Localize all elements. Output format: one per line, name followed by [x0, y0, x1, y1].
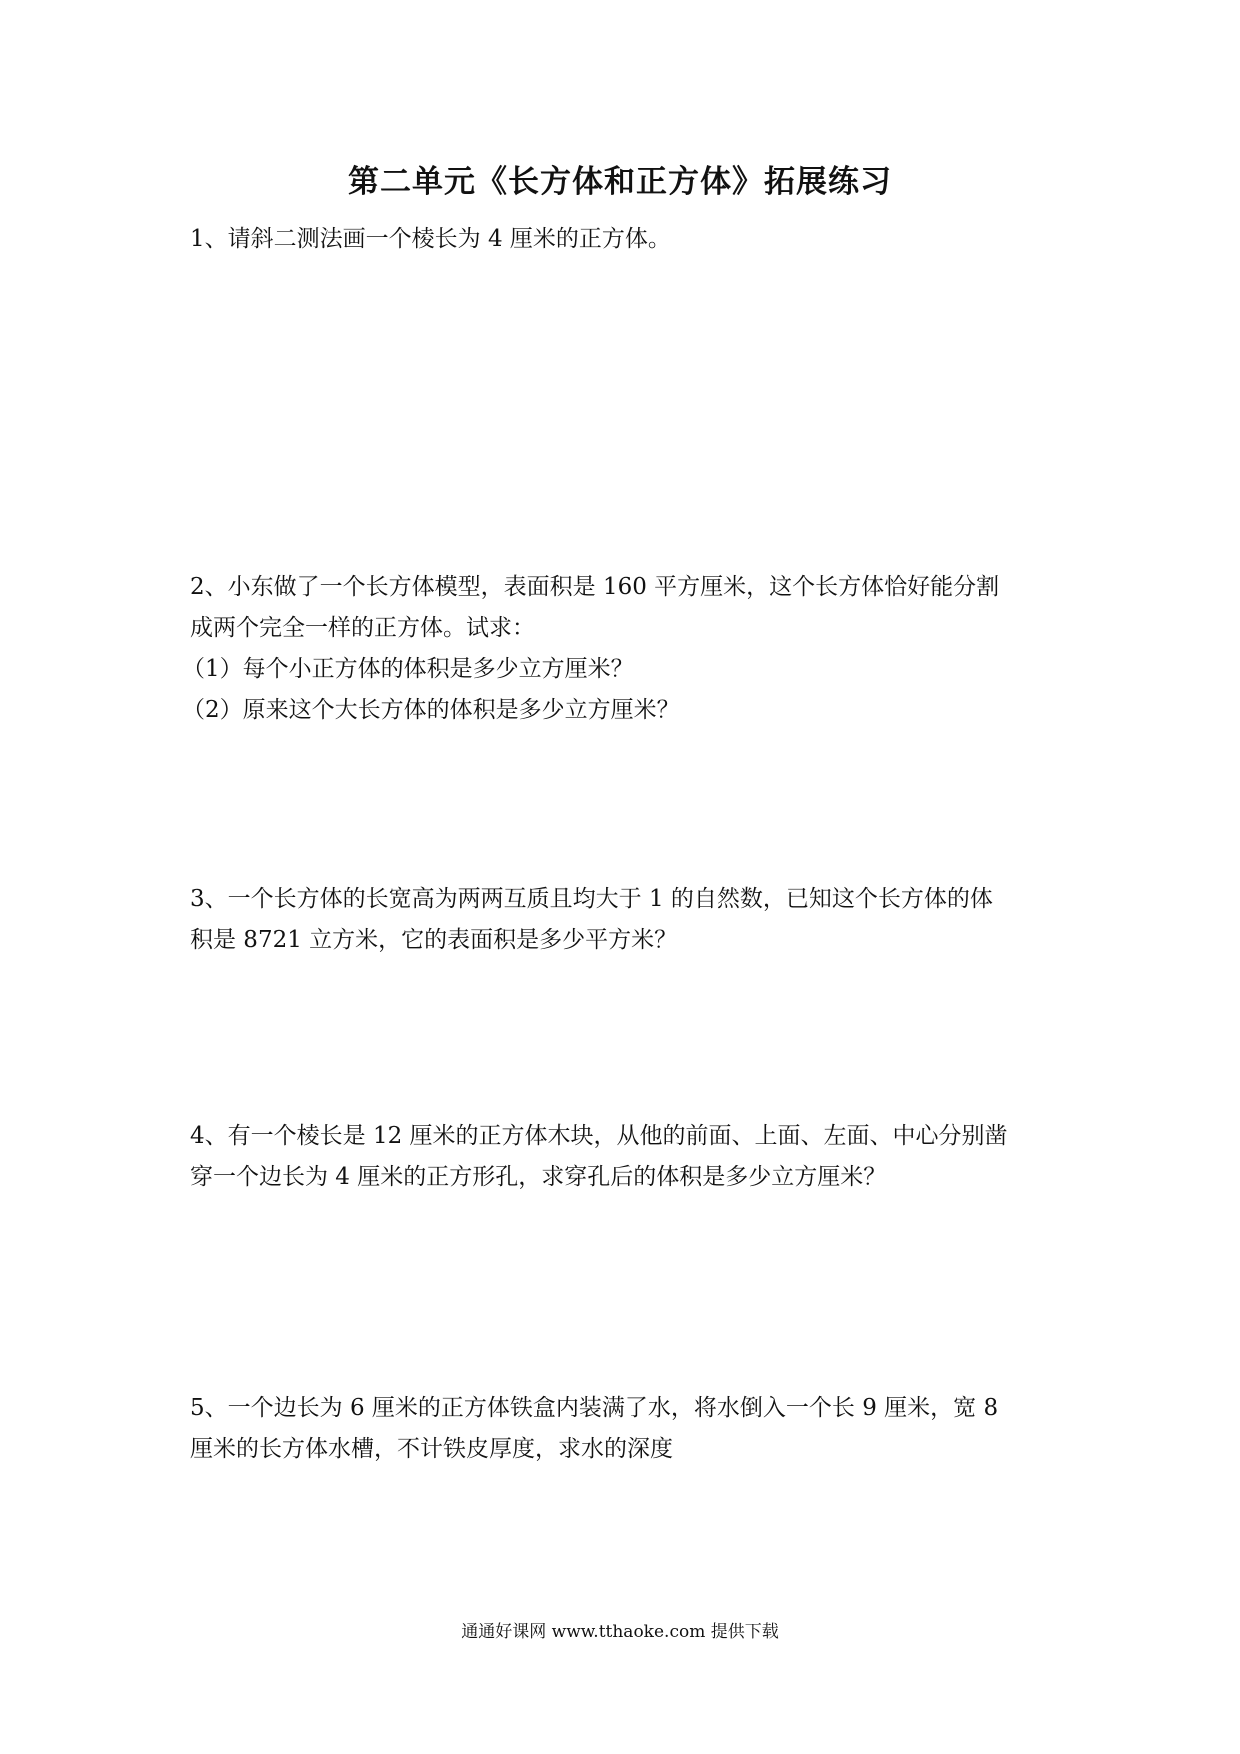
question-2-subquestion-2: （2）原来这个大长方体的体积是多少立方厘米？	[182, 697, 680, 723]
question-1-line-1: 1、请斜二测法画一个棱长为 4 厘米的正方体。	[190, 226, 671, 252]
question-3-line-1: 3、一个长方体的长宽高为两两互质且均大于 1 的自然数，已知这个长方体的体	[190, 886, 993, 912]
question-5-line-2: 厘米的长方体水槽，不计铁皮厚度，求水的深度	[190, 1436, 673, 1462]
question-4-line-1: 4、有一个棱长是 12 厘米的正方体木块，从他的前面、上面、左面、中心分别凿	[190, 1123, 1008, 1149]
question-4-line-2: 穿一个边长为 4 厘米的正方形孔，求穿孔后的体积是多少立方厘米？	[190, 1164, 887, 1190]
question-2-line-2: 成两个完全一样的正方体。试求：	[190, 615, 535, 641]
question-1	[190, 219, 1060, 260]
footer-source-note: 通通好课网 www.tthaoke.com 提供下载	[461, 1622, 779, 1642]
question-5	[190, 1388, 1060, 1470]
question-5-line-1: 5、一个边长为 6 厘米的正方体铁盒内装满了水，将水倒入一个长 9 厘米，宽 8	[190, 1395, 999, 1421]
question-2	[182, 567, 1060, 731]
question-2-line-1: 2、小东做了一个长方体模型，表面积是 160 平方厘米，这个长方体恰好能分割	[190, 574, 1000, 600]
question-3-line-2: 积是 8721 立方米，它的表面积是多少平方米？	[190, 927, 678, 953]
question-2-subquestion-1: （1）每个小正方体的体积是多少立方厘米？	[182, 656, 634, 682]
question-3	[190, 879, 1060, 961]
question-4	[190, 1116, 1060, 1198]
page-title: 第二单元《长方体和正方体》拓展练习	[348, 164, 892, 200]
